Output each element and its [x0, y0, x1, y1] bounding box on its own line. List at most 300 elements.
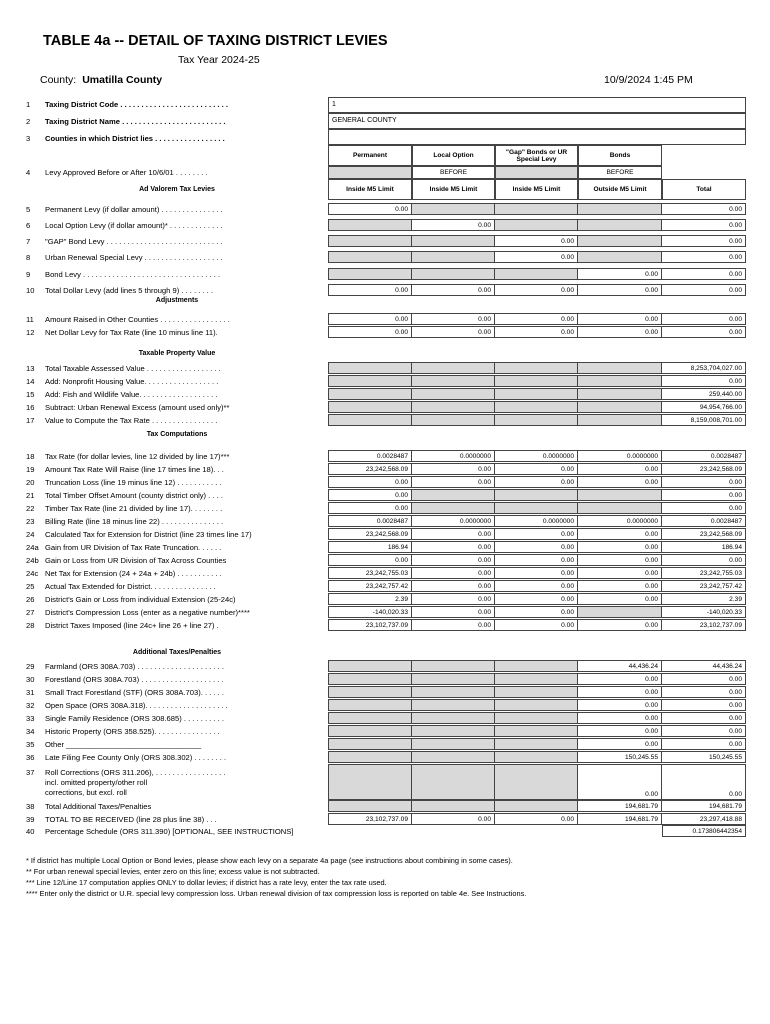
- table-cell: [328, 725, 412, 737]
- table-cell[interactable]: 0.0028487: [328, 515, 412, 527]
- table-cell[interactable]: 0.00: [412, 528, 495, 540]
- table-cell: [495, 725, 578, 737]
- row-label: Net Dollar Levy for Tax Rate (line 10 minus line 11).: [45, 328, 218, 337]
- table-cell[interactable]: 194,681.79: [578, 800, 662, 812]
- table-cell[interactable]: 0.00: [662, 375, 746, 387]
- row-label: Total Dollar Levy (add lines 5 through 9) . . . . . . . .: [45, 286, 213, 295]
- table-cell: [328, 235, 412, 247]
- table-cell[interactable]: 186.94: [328, 541, 412, 553]
- table-cell[interactable]: 0.00: [578, 476, 662, 488]
- row-number: 36: [26, 753, 35, 762]
- table-row: [328, 362, 746, 374]
- row-number: 24: [26, 530, 35, 539]
- row-label: Add: Nonprofit Housing Value. . . . . . . . . . . . . . . . . .: [45, 377, 219, 386]
- table-cell: [328, 764, 412, 800]
- table-cell[interactable]: 0.00: [578, 580, 662, 592]
- row-number: 19: [26, 465, 35, 474]
- row-number: 25: [26, 582, 35, 591]
- table-row: [328, 686, 746, 698]
- table-cell[interactable]: 23,242,568.09: [662, 463, 746, 475]
- row-label: Other ________________________________: [45, 740, 202, 749]
- section-heading-ad-valorem: Ad Valorem Tax Levies: [139, 186, 215, 193]
- table-row: [328, 489, 746, 501]
- table-cell: [412, 686, 495, 698]
- row-label: Single Family Residence (ORS 308.685) . . . . . . . . . .: [45, 714, 224, 723]
- table-cell[interactable]: 0.00: [578, 673, 662, 685]
- row-label: Timber Tax Rate (line 21 divided by line 17). . . . . . . .: [45, 504, 223, 513]
- row-label: Permanent Levy (if dollar amount) . . . . . . . . . . . . . . .: [45, 205, 223, 214]
- table-cell: [328, 686, 412, 698]
- table-cell: [412, 268, 495, 280]
- table-cell: [495, 268, 578, 280]
- table-cell[interactable]: 0.00: [662, 219, 746, 231]
- row-number: 17: [26, 416, 35, 425]
- table-cell[interactable]: 23,242,757.42: [662, 580, 746, 592]
- table-row: [328, 219, 746, 231]
- table-cell: [495, 489, 578, 501]
- row-number: 38: [26, 802, 35, 811]
- row-number: 32: [26, 701, 35, 710]
- table-cell: [328, 375, 412, 387]
- table-cell[interactable]: 0.00: [412, 567, 495, 579]
- table-cell[interactable]: 0.00: [495, 554, 578, 566]
- section-heading-additional: Additional Taxes/Penalties: [132, 649, 222, 656]
- table-cell: [578, 219, 662, 231]
- table-cell: [495, 219, 578, 231]
- table-row: [328, 235, 746, 247]
- table-cell[interactable]: 0.00: [662, 686, 746, 698]
- row-label: Billing Rate (line 18 minus line 22) . . . . . . . . . . . . . . .: [45, 517, 224, 526]
- table-cell: [328, 738, 412, 750]
- table-cell[interactable]: 0.0028487: [662, 450, 746, 462]
- table-cell: [495, 375, 578, 387]
- table-cell[interactable]: 186.94: [662, 541, 746, 553]
- row-label: Actual Tax Extended for District. . . . . . . . . . . . . . . .: [45, 582, 216, 591]
- table-cell[interactable]: 0.00: [578, 686, 662, 698]
- row-label: Calculated Tax for Extension for District (line 23 times line 17): [45, 530, 252, 539]
- table-row: [328, 284, 746, 296]
- table-cell[interactable]: 0.00: [578, 463, 662, 475]
- col-header-gap: "Gap" Bonds or UR Special Levy: [495, 145, 578, 166]
- table-cell[interactable]: 194,681.79: [578, 813, 662, 825]
- footnote: **** Enter only the district or U.R. special levy compression loss. Urban renewal division of tax compression loss is reported on table 4e. See Instructions.: [26, 889, 527, 898]
- table-cell: [412, 375, 495, 387]
- table-cell: [578, 235, 662, 247]
- row-number: 5: [26, 205, 31, 214]
- table-row: [328, 203, 746, 215]
- row-number: 7: [26, 237, 31, 246]
- table-cell[interactable]: 0.00: [495, 326, 578, 338]
- row-number: 39: [26, 815, 35, 824]
- table-cell: [578, 489, 662, 501]
- table-cell[interactable]: 0.00: [495, 580, 578, 592]
- table-cell[interactable]: 23,102,737.09: [328, 813, 412, 825]
- row-label: Local Option Levy (if dollar amount)* . . . . . . . . . . . . .: [45, 221, 223, 230]
- row-number: 24c: [26, 569, 39, 578]
- row-number: 35: [26, 740, 35, 749]
- row-number: 4: [26, 168, 31, 177]
- table-cell[interactable]: -140,020.33: [662, 606, 746, 618]
- table-cell[interactable]: 0.00: [495, 813, 578, 825]
- table-row: [328, 375, 746, 387]
- row-label: Gain from UR Division of Tax Rate Truncation. . . . . .: [45, 543, 222, 552]
- table-cell: [328, 251, 412, 263]
- table-cell: [578, 375, 662, 387]
- table-row: [328, 388, 746, 400]
- section-heading-taxable: Taxable Property Value: [138, 350, 216, 357]
- before-cell: BEFORE: [412, 166, 495, 179]
- row-label: "GAP" Bond Levy . . . . . . . . . . . . . . . . . . . . . . . . . . . .: [45, 237, 223, 246]
- footnote: * If district has multiple Local Option or Bond levies, please show each levy on a separate 4a page (see instructions about combining in some cases).: [26, 856, 513, 865]
- table-row: [328, 476, 746, 488]
- table-cell: [412, 800, 495, 812]
- table-cell[interactable]: 0.00: [495, 541, 578, 553]
- before-cell: [495, 166, 578, 179]
- counties-field[interactable]: [328, 129, 746, 145]
- row-label-cont: corrections, but excl. roll: [45, 788, 127, 797]
- table-cell[interactable]: 0.00: [495, 619, 578, 631]
- col-header-local-option: Local Option: [412, 145, 495, 166]
- col-subheader: Inside M5 Limit: [495, 179, 578, 200]
- table-cell[interactable]: 0.00: [578, 528, 662, 540]
- table-cell[interactable]: 2.39: [662, 593, 746, 605]
- row-number: 28: [26, 621, 35, 630]
- table-row: [328, 326, 746, 338]
- table-cell: [495, 686, 578, 698]
- row-label: Late Filing Fee County Only (ORS 308.302) . . . . . . . .: [45, 753, 227, 762]
- table-cell: [328, 414, 412, 426]
- row-label: Gain or Loss from UR Division of Tax Across Counties: [45, 556, 227, 565]
- district-code-field[interactable]: 1: [328, 97, 746, 113]
- table-cell: [495, 738, 578, 750]
- row-label: Counties in which District lies . . . . . . . . . . . . . . . . .: [45, 134, 225, 143]
- table-cell[interactable]: 0.00: [578, 284, 662, 296]
- county-label: County:: [40, 74, 77, 86]
- table-cell[interactable]: 0.00: [662, 489, 746, 501]
- table-cell[interactable]: 0.00: [412, 326, 495, 338]
- table-cell: [328, 673, 412, 685]
- row-number: 12: [26, 328, 35, 337]
- row-label: District's Gain or Loss from individual Extension (25-24c): [45, 595, 236, 604]
- row-label: Total Taxable Assessed Value . . . . . . . . . . . . . . . . . .: [45, 364, 221, 373]
- table-cell[interactable]: -140,020.33: [328, 606, 412, 618]
- table-cell[interactable]: 0.00: [578, 268, 662, 280]
- table-row: [328, 580, 746, 592]
- tax-year: Tax Year 2024-25: [178, 54, 260, 66]
- table-cell[interactable]: 259,440.00: [662, 388, 746, 400]
- table-cell[interactable]: 0.00: [495, 476, 578, 488]
- table-cell[interactable]: 0.00: [412, 313, 495, 325]
- table-cell: [578, 388, 662, 400]
- row-label: Total Additional Taxes/Penalties: [45, 802, 152, 811]
- table-cell[interactable]: 0.00: [412, 813, 495, 825]
- table-cell: [328, 219, 412, 231]
- table-cell[interactable]: 0.00: [412, 554, 495, 566]
- table-row: [328, 751, 746, 763]
- table-cell[interactable]: 0.00: [328, 284, 412, 296]
- table-cell[interactable]: 0.00: [412, 463, 495, 475]
- table-cell[interactable]: 0.00: [662, 725, 746, 737]
- table-row: [328, 313, 746, 325]
- table-cell[interactable]: 0.00: [328, 203, 412, 215]
- table-cell[interactable]: 0.0000000: [578, 450, 662, 462]
- table-cell: [412, 235, 495, 247]
- table-cell: [495, 401, 578, 413]
- table-cell[interactable]: 0.00: [412, 219, 495, 231]
- table-cell: [578, 502, 662, 514]
- table-row: [328, 606, 746, 618]
- table-cell: [412, 699, 495, 711]
- row-label: Taxing District Name . . . . . . . . . . . . . . . . . . . . . . . . .: [45, 117, 226, 126]
- table-cell: [412, 414, 495, 426]
- table-cell[interactable]: 0.00: [578, 326, 662, 338]
- row-label-cont: incl. omitted property/other roll: [45, 778, 148, 787]
- table-cell: [328, 800, 412, 812]
- table-cell[interactable]: 0.0000000: [412, 515, 495, 527]
- table-cell[interactable]: 8,159,008,701.00: [662, 414, 746, 426]
- footnote: ** For urban renewal special levies, enter zero on this line; excess value is not subtracted.: [26, 867, 320, 876]
- table-cell[interactable]: 23,102,737.09: [662, 619, 746, 631]
- table-cell: [328, 268, 412, 280]
- table-row: [328, 554, 746, 566]
- table-cell[interactable]: 0.00: [412, 593, 495, 605]
- table-row: [328, 825, 746, 837]
- table-cell[interactable]: 0.00: [578, 593, 662, 605]
- row-number: 11: [26, 315, 34, 324]
- report-datetime: 10/9/2024 1:45 PM: [604, 74, 693, 86]
- table-cell: [328, 401, 412, 413]
- table-cell: [412, 738, 495, 750]
- table-row: [328, 725, 746, 737]
- col-subheader: Inside M5 Limit: [412, 179, 495, 200]
- page-title: TABLE 4a -- DETAIL OF TAXING DISTRICT LEVIES: [43, 33, 388, 49]
- table-row: [328, 463, 746, 475]
- table-cell[interactable]: 23,242,568.09: [328, 528, 412, 540]
- table-cell: [578, 251, 662, 263]
- table-cell: [578, 414, 662, 426]
- table-cell[interactable]: 0.00: [578, 541, 662, 553]
- table-cell[interactable]: 0.00: [662, 699, 746, 711]
- table-cell[interactable]: 0.00: [662, 284, 746, 296]
- row-label: Subtract: Urban Renewal Excess (amount used only)**: [45, 403, 230, 412]
- table-cell[interactable]: 0.00: [662, 738, 746, 750]
- table-cell[interactable]: 23,242,755.03: [662, 567, 746, 579]
- row-number: 2: [26, 117, 31, 126]
- table-cell[interactable]: 194,681.79: [662, 800, 746, 812]
- table-cell[interactable]: 150,245.55: [662, 751, 746, 763]
- table-cell[interactable]: 0.00: [495, 284, 578, 296]
- table-cell[interactable]: 94,954,766.00: [662, 401, 746, 413]
- table-cell: [495, 673, 578, 685]
- table-row: [328, 251, 746, 263]
- table-cell[interactable]: 0.00: [412, 541, 495, 553]
- table-row: [328, 450, 746, 462]
- table-cell[interactable]: 0.0000000: [495, 515, 578, 527]
- table-cell[interactable]: 0.00: [412, 619, 495, 631]
- table-cell[interactable]: 0.00: [662, 326, 746, 338]
- row-number: 21: [26, 491, 35, 500]
- table-row: [328, 813, 746, 825]
- table-cell: [495, 660, 578, 672]
- table-cell[interactable]: 0.00: [412, 284, 495, 296]
- table-cell[interactable]: 23,102,737.09: [328, 619, 412, 631]
- table-cell: [578, 606, 662, 618]
- table-cell[interactable]: 0.00: [662, 235, 746, 247]
- table-cell[interactable]: 0.00: [662, 476, 746, 488]
- table-row: [328, 660, 746, 672]
- table-cell[interactable]: 150,245.55: [578, 751, 662, 763]
- table-cell: [412, 388, 495, 400]
- table-cell: [412, 251, 495, 263]
- table-cell: [495, 800, 578, 812]
- row-number: 13: [26, 364, 35, 373]
- table-cell[interactable]: 0.00: [412, 580, 495, 592]
- table-cell[interactable]: 0.00: [328, 502, 412, 514]
- table-cell[interactable]: 8,253,704,027.00: [662, 362, 746, 374]
- table-cell: [495, 751, 578, 763]
- percentage-schedule-cell[interactable]: 0.173806442354: [662, 825, 746, 837]
- row-label: Farmland (ORS 308A.703) . . . . . . . . . . . . . . . . . . . . .: [45, 662, 224, 671]
- table-cell[interactable]: 0.00: [412, 476, 495, 488]
- table-cell[interactable]: 0.00: [578, 554, 662, 566]
- row-number: 24b: [26, 556, 39, 565]
- row-number: 15: [26, 390, 35, 399]
- table-row: [328, 268, 746, 280]
- table-cell: [328, 712, 412, 724]
- table-cell[interactable]: 0.00: [495, 593, 578, 605]
- row-label: Value to Compute the Tax Rate . . . . . . . . . . . . . . . .: [45, 416, 218, 425]
- table-cell: [412, 489, 495, 501]
- table-cell[interactable]: 0.00: [662, 712, 746, 724]
- table-cell: [412, 764, 495, 800]
- row-label: Net Tax for Extension (24 + 24a + 24b) . . . . . . . . . . .: [45, 569, 222, 578]
- table-cell: [412, 725, 495, 737]
- table-cell: [412, 712, 495, 724]
- row-number: 40: [26, 827, 35, 836]
- row-label: Forestland (ORS 308A.703) . . . . . . . . . . . . . . . . . . . .: [45, 675, 224, 684]
- table-cell[interactable]: 0.00: [662, 251, 746, 263]
- table-cell[interactable]: 0.00: [662, 203, 746, 215]
- table-cell[interactable]: 0.00: [578, 699, 662, 711]
- table-cell[interactable]: 0.00: [578, 313, 662, 325]
- table-cell[interactable]: 0.0000000: [495, 450, 578, 462]
- table-cell[interactable]: 0.00: [662, 313, 746, 325]
- table-cell[interactable]: 0.00: [578, 738, 662, 750]
- table-cell[interactable]: 0.00: [578, 712, 662, 724]
- table-cell[interactable]: 0.00: [495, 528, 578, 540]
- table-cell: [578, 362, 662, 374]
- row-label: TOTAL TO BE RECEIVED (line 28 plus line 38) . . .: [45, 815, 217, 824]
- section-heading-computations: Tax Computations: [146, 431, 208, 438]
- table-cell[interactable]: 44,436.24: [578, 660, 662, 672]
- table-cell: [328, 660, 412, 672]
- table-cell: [412, 751, 495, 763]
- table-cell[interactable]: 23,242,568.09: [328, 463, 412, 475]
- row-number: 29: [26, 662, 35, 671]
- table-cell[interactable]: 0.00: [495, 463, 578, 475]
- row-number: 27: [26, 608, 35, 617]
- table-cell[interactable]: 23,242,755.03: [328, 567, 412, 579]
- table-cell[interactable]: 0.00: [495, 313, 578, 325]
- table-cell: [495, 388, 578, 400]
- row-label: Add: Fish and Wildlife Value. . . . . . . . . . . . . . . . . . .: [45, 390, 218, 399]
- table-row: [328, 699, 746, 711]
- before-cell: [328, 166, 412, 179]
- table-cell[interactable]: 23,242,757.42: [328, 580, 412, 592]
- table-cell[interactable]: 0.00: [578, 725, 662, 737]
- table-cell: [328, 751, 412, 763]
- row-number: 14: [26, 377, 35, 386]
- table-cell[interactable]: 23,242,568.09: [662, 528, 746, 540]
- row-label: Small Tract Forestland (STF) (ORS 308A.703). . . . . .: [45, 688, 224, 697]
- table-cell[interactable]: 0.00: [578, 567, 662, 579]
- table-cell[interactable]: 0.00: [328, 476, 412, 488]
- table-cell[interactable]: 0.00: [495, 235, 578, 247]
- table-cell: [495, 764, 578, 800]
- table-cell[interactable]: 0.00: [578, 764, 662, 800]
- table-cell: [495, 414, 578, 426]
- footnote: *** Line 12/Line 17 computation applies ONLY to dollar levies; if district has a rate levy, enter the tax rate used.: [26, 878, 387, 887]
- row-label: Open Space (ORS 308A.318). . . . . . . . . . . . . . . . . . . .: [45, 701, 228, 710]
- row-number: 16: [26, 403, 35, 412]
- row-number: 31: [26, 688, 35, 697]
- county-line: [40, 74, 162, 86]
- table-cell[interactable]: 0.0000000: [578, 515, 662, 527]
- table-cell[interactable]: 0.0028487: [662, 515, 746, 527]
- table-cell: [578, 203, 662, 215]
- row-label: Percentage Schedule (ORS 311.390) [OPTIONAL, SEE INSTRUCTIONS]: [45, 827, 294, 836]
- table-cell[interactable]: 0.00: [328, 554, 412, 566]
- row-label: Total Timber Offset Amount (county district only) . . . .: [45, 491, 223, 500]
- table-cell[interactable]: 0.00: [412, 606, 495, 618]
- row-number: 3: [26, 134, 31, 143]
- table-cell[interactable]: 2.39: [328, 593, 412, 605]
- table-cell: [412, 401, 495, 413]
- section-heading-adjustments: Adjustments: [155, 297, 199, 304]
- table-row: [328, 528, 746, 540]
- table-cell[interactable]: 0.00: [328, 326, 412, 338]
- table-cell[interactable]: 0.00: [328, 313, 412, 325]
- row-label: Amount Tax Rate Will Raise (line 17 times line 18). . .: [45, 465, 224, 474]
- table-cell[interactable]: 0.00: [662, 764, 746, 800]
- table-cell[interactable]: 0.00: [662, 554, 746, 566]
- table-cell: [412, 673, 495, 685]
- row-number: 23: [26, 517, 35, 526]
- row-label: Bond Levy . . . . . . . . . . . . . . . . . . . . . . . . . . . . . . . . .: [45, 270, 221, 279]
- table-cell[interactable]: 0.00: [578, 619, 662, 631]
- table-cell[interactable]: 0.00: [495, 567, 578, 579]
- table-cell[interactable]: 0.00: [662, 502, 746, 514]
- row-label: Taxing District Code . . . . . . . . . . . . . . . . . . . . . . . . . .: [45, 100, 228, 109]
- table-cell[interactable]: 0.0028487: [328, 450, 412, 462]
- row-number: 1: [26, 100, 31, 109]
- table-cell[interactable]: 23,297,418.88: [662, 813, 746, 825]
- row-number: 20: [26, 478, 35, 487]
- table-cell[interactable]: 0.00: [495, 251, 578, 263]
- table-cell[interactable]: 0.00: [495, 606, 578, 618]
- table-cell: [328, 699, 412, 711]
- table-cell[interactable]: 0.00: [662, 268, 746, 280]
- table-cell[interactable]: 0.0000000: [412, 450, 495, 462]
- district-name-field[interactable]: GENERAL COUNTY: [328, 113, 746, 129]
- table-row: [328, 414, 746, 426]
- row-number: 8: [26, 253, 31, 262]
- table-cell[interactable]: 0.00: [662, 673, 746, 685]
- col-subheader: Outside M5 Limit: [578, 179, 662, 200]
- table-cell[interactable]: 44,436.24: [662, 660, 746, 672]
- table-row: [328, 593, 746, 605]
- table-cell[interactable]: 0.00: [328, 489, 412, 501]
